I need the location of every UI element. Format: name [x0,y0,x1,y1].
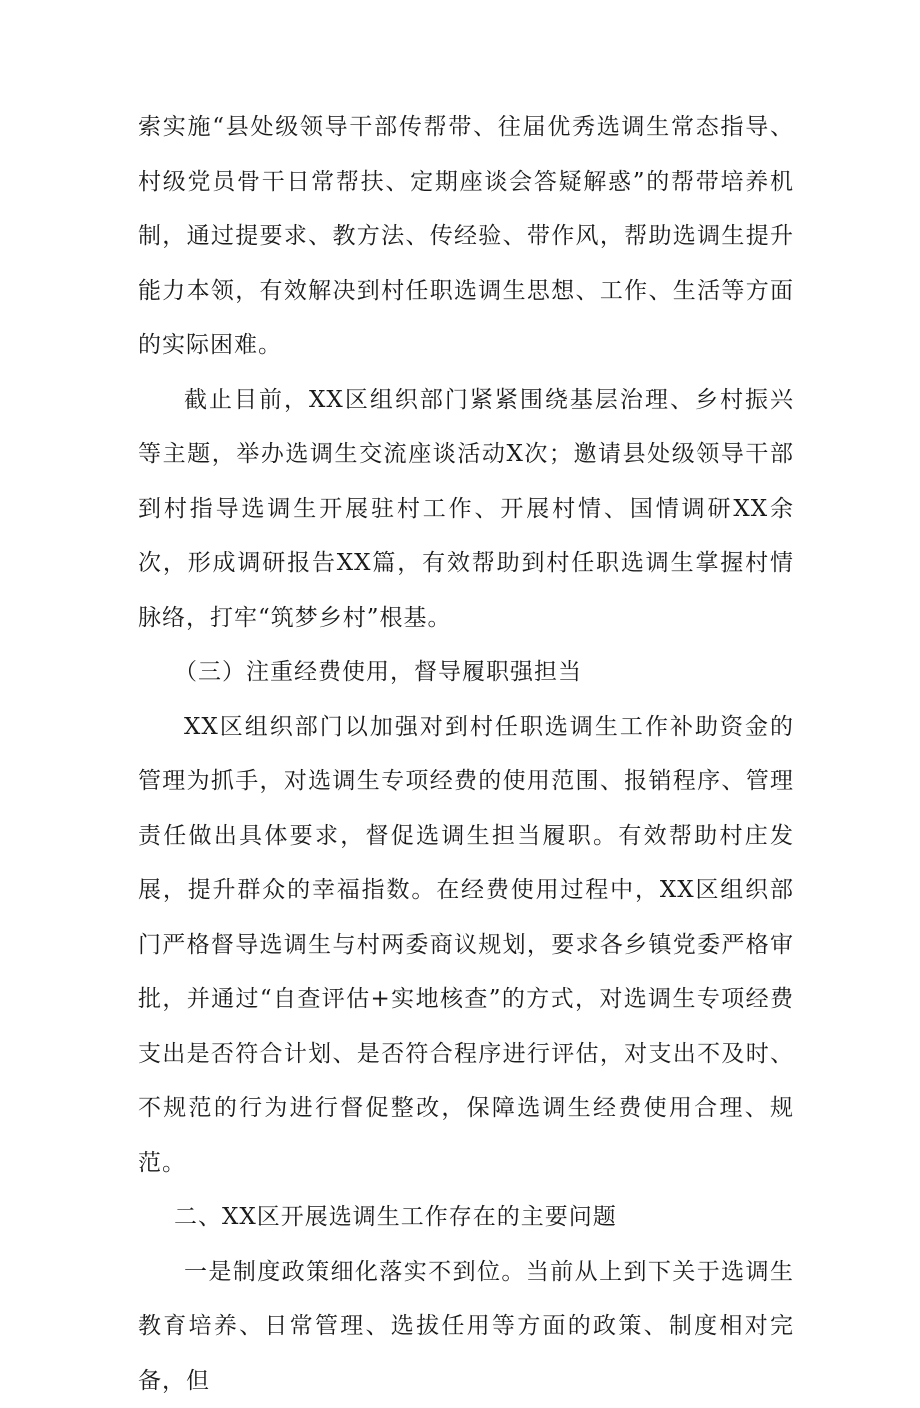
section-heading-funding: （三）注重经费使用，督导履职强担当 [138,645,794,700]
section-heading-problems: 二、XX区开展选调生工作存在的主要问题 [138,1190,794,1245]
paragraph-mentoring-mechanism: 索实施“县处级领导干部传帮带、往届优秀选调生常态指导、村级党员骨干日常帮扶、定期座谈会答疑解惑”的帮带培养机制，通过提要求、教方法、传经验、带作风，帮助选调生提升能力本领，有效解决到村任职选调生思想、工作、生活等方面的实际困难。 [138,100,794,373]
paragraph-funding-management: XX区组织部门以加强对到村任职选调生工作补助资金的管理为抓手，对选调生专项经费的使用范围、报销程序、管理责任做出具体要求，督促选调生担当履职。有效帮助村庄发展，提升群众的幸福指数。在经费使用过程中，XX区组织部门严格督导选调生与村两委商议规划，要求各乡镇党委严格审批，并通过“自查评估+实地核查”的方式，对选调生专项经费支出是否符合计划、是否符合程序进行评估，对支出不及时、不规范的行为进行督促整改，保障选调生经费使用合理、规范。 [138,700,794,1191]
document-page [138,100,794,1408]
paragraph-policy-implementation: 一是制度政策细化落实不到位。当前从上到下关于选调生教育培养、日常管理、选拔任用等方面的政策、制度相对完备，但 [138,1245,794,1408]
paragraph-activities-summary: 截止目前，XX区组织部门紧紧围绕基层治理、乡村振兴等主题，举办选调生交流座谈活动X次；邀请县处级领导干部到村指导选调生开展驻村工作、开展村情、国情调研XX余次，形成调研报告XX篇，有效帮助到村任职选调生掌握村情脉络，打牢“筑梦乡村”根基。 [138,373,794,646]
